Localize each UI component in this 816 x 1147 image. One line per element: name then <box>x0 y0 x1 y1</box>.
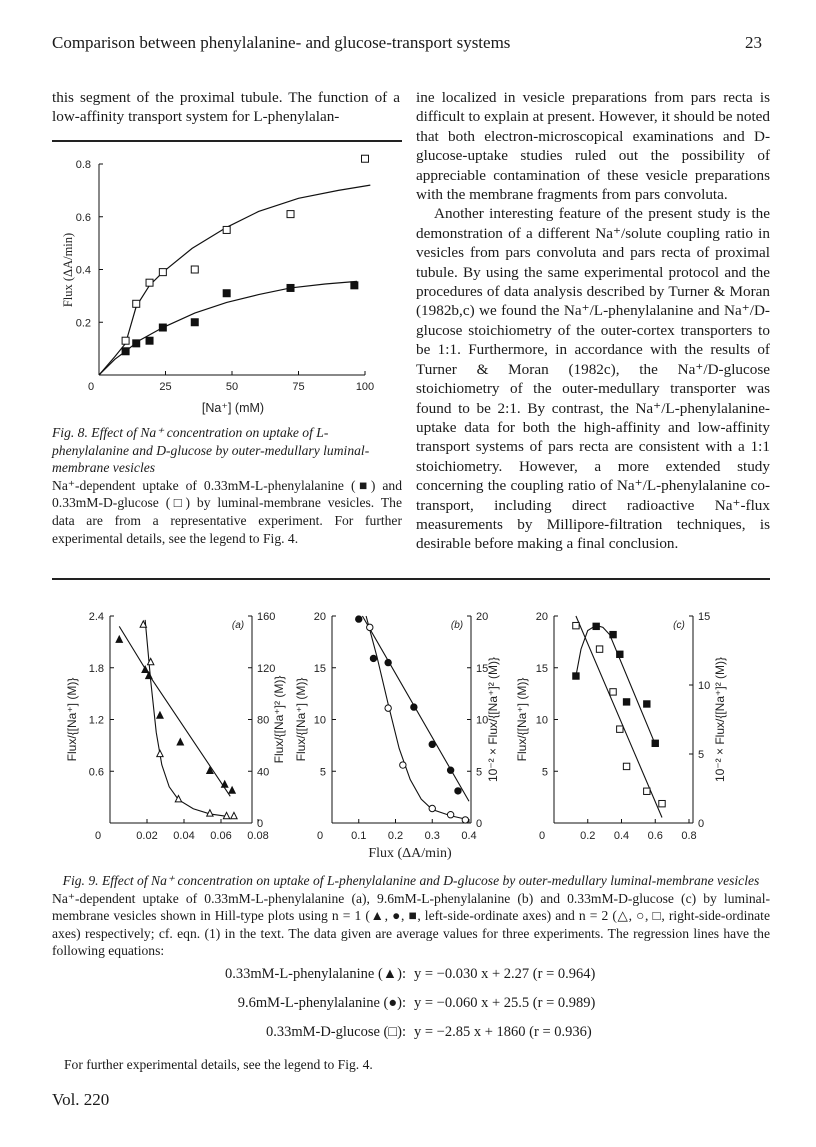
data-point-filled-square <box>573 673 579 679</box>
data-point-filled-square <box>159 324 166 331</box>
panel-label: (c) <box>673 620 685 631</box>
data-point-open-square <box>191 266 198 273</box>
data-point-filled-square <box>593 623 599 629</box>
y-tick-label: 0.8 <box>75 159 91 171</box>
data-point-open-square <box>573 622 579 628</box>
left-y-tick-label: 20 <box>535 611 548 623</box>
x-tick-label: 0.8 <box>681 830 697 842</box>
fig9-footnote: For further experimental details, see the legend to Fig. 4. <box>64 1057 373 1072</box>
data-point-filled-circle <box>429 741 435 747</box>
data-point-filled-square <box>610 631 616 637</box>
paragraph: Another interesting feature of the present study is the demonstration of a different Na⁺/solute coupling ratio in vesicles from pars convoluta and pars recta of proximal tubule. By using the same experimental protocol and the procedures of data analysis described by Turner & Moran (1982b,c) we found the Na⁺/L-phenylalanine and Na⁺/D-glucose stoichiometry of the outer-cortex transporters to be 1:1. Furthermore, in accordance with the results of Turner & Moran (1982c), the Na⁺/D-glucose stoichiometry of the outer-medullary transporter was found to be 2:1. By contrast, the Na⁺/L-phenylalanine-uptake data for both the high-affinity and low-affinity transport systems of pars recta are consistent with a 1:1 stoichiometry. However, a more extended study concerning the coupling ratio of Na⁺/L-phenylalanine co-transport, including direct radioactive Na⁺-flux measurements by Millipore-filtration techniques, is desirable before making a final conclusion. <box>416 205 770 553</box>
fig8-caption-body: Na⁺-dependent uptake of 0.33mM-L-phenylalanine (■) and 0.33mM-D-glucose (□) by luminal-membrane vesicles. The data are from a representative experiment. For further experimental details, see the legend to Fig. 4. <box>52 477 402 546</box>
x-tick-label: 0 <box>87 381 95 393</box>
y-tick-label: 0.6 <box>75 211 91 224</box>
x-axis-label: [Na⁺] (mM) <box>201 401 265 415</box>
data-point-open-square <box>610 689 616 695</box>
y-tick-label: 0.2 <box>75 317 91 330</box>
paragraph: ine localized in vesicle preparations from pars recta is difficult to explain at present. However, it should be noted that both electron-microscopical examinations and D-glucose-uptake studies ruled out the possibility of appreciable contamination of these vesicle preparations with the membrane fragments from pars convoluta. <box>416 89 770 204</box>
equation: y = −0.060 x + 25.5 (r = 0.989) <box>414 995 596 1011</box>
data-point-filled-square <box>652 740 658 746</box>
right-y-tick-label: 10 <box>476 714 489 727</box>
data-point-filled-triangle <box>157 712 163 718</box>
x-tick-label: 0.06 <box>210 830 232 842</box>
left-column-text: this segment of the proximal tubule. The function of a low-affinity transport system for L-phenylalan- <box>52 89 400 126</box>
left-y-tick-label: 1.2 <box>88 714 104 727</box>
left-y-tick-label: 15 <box>535 662 548 675</box>
data-point-filled-triangle <box>207 767 213 773</box>
right-y-tick-label: 20 <box>476 611 489 623</box>
data-point-open-square <box>596 646 602 652</box>
right-y-tick-label: 0 <box>257 818 264 830</box>
left-y-axis-label: Flux/{[Na⁺] (M)} <box>515 677 529 762</box>
x-tick-label: 0.3 <box>424 830 440 842</box>
regression-line <box>366 616 469 820</box>
data-point-filled-triangle <box>142 666 148 672</box>
x-tick-label: 0 <box>94 830 102 842</box>
regression-line <box>119 626 230 796</box>
y-axis-label: Flux (ΔA/min) <box>61 232 75 308</box>
running-title: Comparison between phenylalanine- and glucose-transport systems <box>52 33 511 52</box>
regression-line <box>576 616 662 817</box>
data-point-open-square <box>159 269 166 276</box>
right-y-tick-label: 40 <box>257 766 270 779</box>
right-y-tick-label: 15 <box>698 611 711 623</box>
x-tick-label: 0.08 <box>247 830 269 842</box>
right-y-tick-label: 160 <box>257 611 276 623</box>
left-y-tick-label: 1.8 <box>88 662 104 675</box>
y-tick-label: 0.4 <box>75 264 91 277</box>
data-point-filled-square <box>133 340 140 347</box>
data-point-filled-triangle <box>116 636 122 642</box>
data-point-open-circle <box>462 817 468 823</box>
data-point-filled-square <box>146 337 153 344</box>
data-point-filled-circle <box>447 767 453 773</box>
data-point-open-circle <box>400 762 406 768</box>
equation: y = −2.85 x + 1860 (r = 0.936) <box>414 1024 592 1040</box>
data-point-open-circle <box>367 624 373 630</box>
x-tick-label: 0.4 <box>613 830 630 842</box>
left-y-tick-label: 10 <box>313 714 326 727</box>
right-y-tick-label: 15 <box>476 662 489 675</box>
fig9-x-axis-label: Flux (ΔA/min) <box>368 846 452 861</box>
data-point-filled-square <box>122 348 129 355</box>
left-y-tick-label: 15 <box>313 662 326 675</box>
fig8-caption-title: Fig. 8. Effect of Na⁺ concentration on uptake of L-phenylalanine and D-glucose by outer-medullary luminal-membrane vesicles <box>52 425 370 476</box>
equation-label: 0.33mM-L-phenylalanine (▲): <box>224 966 406 982</box>
panel-label: (b) <box>450 620 464 631</box>
data-point-open-square <box>617 726 623 732</box>
data-point-filled-triangle <box>229 787 235 793</box>
left-y-axis-label: Flux/{[Na⁺] (M)} <box>65 677 79 762</box>
data-point-open-triangle <box>231 812 237 818</box>
data-point-filled-square <box>191 319 198 326</box>
data-point-filled-square <box>617 651 623 657</box>
data-point-open-square <box>223 226 230 233</box>
data-point-open-square <box>133 300 140 307</box>
data-point-filled-circle <box>411 704 417 710</box>
fig9-caption-title: Fig. 9. Effect of Na⁺ concentration on uptake of L-phenylalanine and D-glucose by outer-medullary luminal-membrane vesicles <box>62 873 760 888</box>
data-point-open-circle <box>429 805 435 811</box>
data-point-filled-square <box>351 282 358 289</box>
x-tick-label: 0.04 <box>173 830 195 842</box>
x-tick-label: 0.4 <box>461 830 477 842</box>
right-y-tick-label: 0 <box>698 818 705 830</box>
right-y-axis-label: 10⁻² × Flux/{[Na⁺]² (M)} <box>713 656 727 783</box>
right-y-axis-label: 10⁻² × Flux/{[Na⁺]² (M)} <box>486 656 500 783</box>
right-y-tick-label: 5 <box>698 749 705 761</box>
x-tick-label: 0.2 <box>580 830 596 842</box>
data-point-open-square <box>122 337 129 344</box>
right-y-tick-label: 120 <box>257 662 276 675</box>
volume-footer: Vol. 220 <box>52 1090 110 1109</box>
data-point-filled-square <box>223 290 230 297</box>
x-tick-label: 0.1 <box>351 830 367 842</box>
x-tick-label: 75 <box>292 381 305 393</box>
right-y-tick-label: 0 <box>476 818 483 830</box>
data-point-filled-square <box>623 699 629 705</box>
left-y-tick-label: 0.6 <box>88 766 104 779</box>
x-tick-label: 0.02 <box>136 830 158 842</box>
data-point-filled-circle <box>356 616 362 622</box>
data-point-filled-circle <box>370 655 376 661</box>
left-y-tick-label: 2.4 <box>88 611 104 623</box>
right-y-axis-label: Flux/{[Na⁺]² (M)} <box>272 675 286 764</box>
data-point-open-square <box>623 763 629 769</box>
data-point-open-circle <box>385 705 391 711</box>
page-number: 23 <box>745 33 762 52</box>
data-point-filled-circle <box>385 659 391 665</box>
data-point-open-square <box>287 211 294 218</box>
data-point-filled-circle <box>455 788 461 794</box>
left-y-axis-label: Flux/{[Na⁺] (M)} <box>294 677 308 762</box>
x-tick-label: 0 <box>538 830 546 842</box>
right-y-tick-label: 80 <box>257 714 270 727</box>
equation-label: 9.6mM-L-phenylalanine (●): <box>237 995 406 1011</box>
equation-label: 0.33mM-D-glucose (□): <box>265 1024 406 1040</box>
data-point-filled-triangle <box>177 739 183 745</box>
left-y-tick-label: 5 <box>541 766 548 779</box>
equation: y = −0.030 x + 2.27 (r = 0.964) <box>414 966 596 982</box>
data-point-open-square <box>362 155 369 162</box>
left-y-tick-label: 10 <box>535 714 548 727</box>
right-y-tick-label: 5 <box>476 766 483 779</box>
x-tick-label: 0.2 <box>387 830 404 842</box>
x-tick-label: 50 <box>225 381 239 393</box>
data-point-open-square <box>659 800 665 806</box>
left-y-tick-label: 20 <box>313 611 326 623</box>
data-point-open-square <box>644 788 650 794</box>
x-tick-label: 0 <box>316 830 324 842</box>
x-tick-label: 25 <box>159 381 172 393</box>
data-point-open-circle <box>447 812 453 818</box>
data-point-open-triangle <box>157 750 163 756</box>
data-point-open-square <box>146 279 153 286</box>
right-y-tick-label: 10 <box>698 680 711 692</box>
panel-label: (a) <box>231 620 245 631</box>
x-tick-label: 100 <box>355 381 375 393</box>
data-point-filled-square <box>287 284 294 291</box>
data-point-filled-square <box>644 701 650 707</box>
data-point-filled-triangle <box>146 672 152 678</box>
left-y-tick-label: 5 <box>319 766 326 779</box>
x-tick-label: 0.6 <box>647 830 663 842</box>
fig9-caption-body: Na⁺-dependent uptake of 0.33mM-L-phenylalanine (a), 9.6mM-L-phenylalanine (b) and 0.33mM-D-glucose (c) by luminal-membrane vesicles shown in Hill-type plots using n = 1 (▲, ●, ■, left-side-ordinate axes) and n = 2 (△, ○, □, right-side-ordinate axes) respectively; cf. eqn. (1) in the text. The data given are average values for three experiments. The regression lines have the following equations: <box>52 890 770 959</box>
